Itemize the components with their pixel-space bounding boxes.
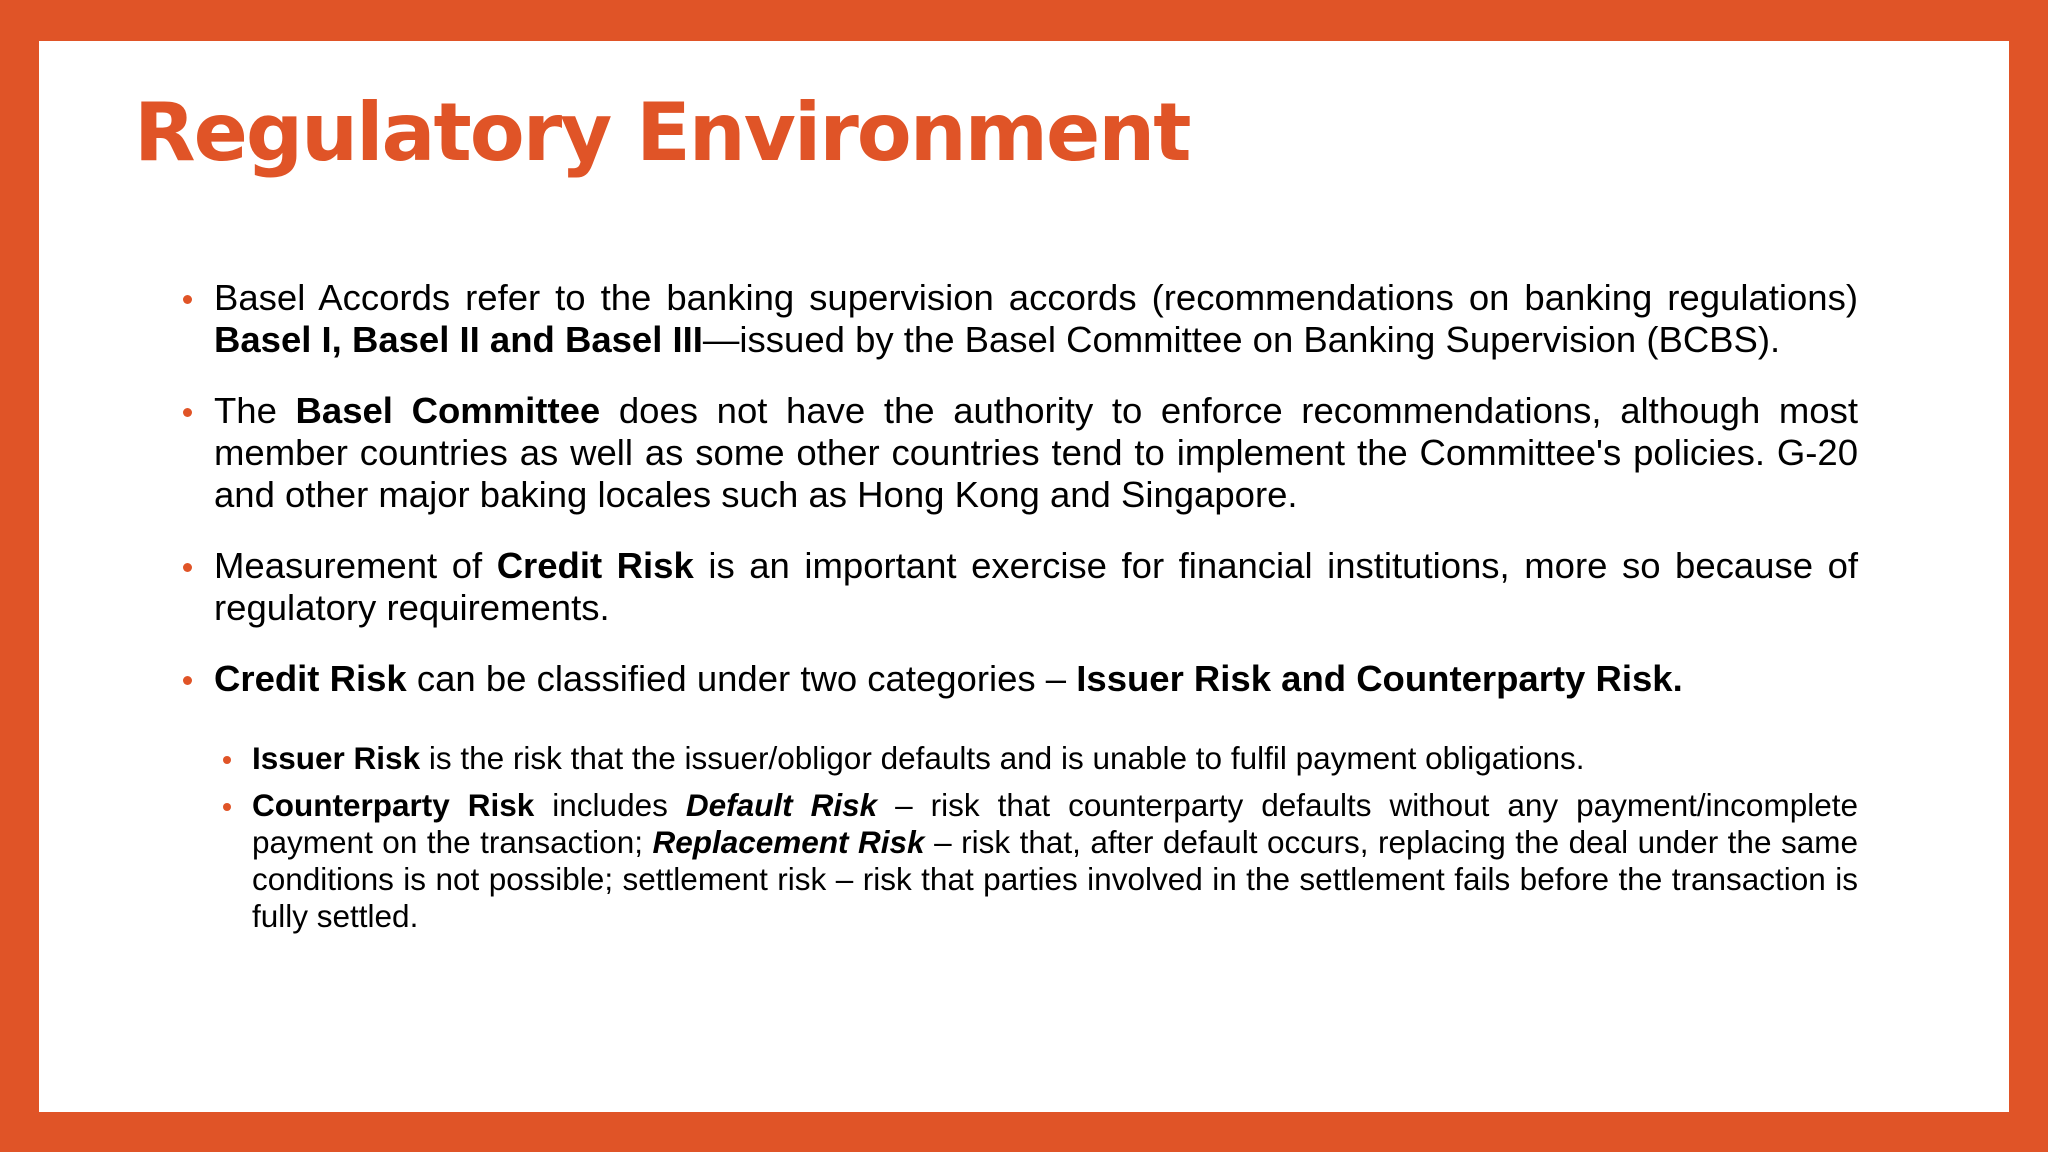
bullet-text: Measurement of	[214, 545, 497, 586]
slide-title: Regulatory Environment	[134, 86, 1190, 179]
bullet-bold-text: Counterparty Risk	[252, 787, 535, 823]
bullet-credit-risk-measurement	[214, 545, 1858, 629]
bullet-dot-icon	[183, 408, 192, 417]
bullet-dot-icon	[183, 676, 192, 685]
bullet-text: Basel Accords refer to the banking supervision accords (recommendations on banking regulations)	[214, 277, 1858, 318]
bullet-basel-accords	[214, 277, 1858, 361]
bullet-basel-committee	[214, 390, 1858, 516]
sub-bullet-issuer-risk	[252, 740, 1858, 777]
slide-content	[175, 277, 1858, 945]
bullet-bold-text: Basel Committee	[295, 390, 601, 431]
bullet-text: —issued by the Basel Committee on Banking Supervision (BCBS).	[702, 319, 1781, 360]
bullet-dot-icon	[223, 803, 231, 811]
bullet-dot-icon	[183, 563, 192, 572]
bullet-text: – risk that, after default occurs, replacing the deal under the same conditions is not possible; settlement risk – risk that parties involved in the settlement fails before the transaction is fully settled.	[252, 824, 1858, 934]
bullet-text: The	[214, 390, 296, 431]
bullet-text: is the risk that the issuer/obligor defaults and is unable to fulfil payment obligations.	[420, 740, 1585, 776]
bullet-dot-icon	[183, 295, 192, 304]
sub-bullet-counterparty-risk	[252, 787, 1858, 935]
bullet-bold-text: Issuer Risk	[252, 740, 421, 776]
bullet-text: does not have the authority to enforce recommendations, although most member countries as well as some other countries tend to implement the Committee's policies. G-20 and other major baking locales such as Hong Kong and Singapore.	[214, 390, 1858, 515]
bullet-text: – risk that counterparty defaults without any payment/incomplete payment on the transaction;	[252, 787, 1858, 860]
bullet-bold-text: Issuer Risk and Counterparty Risk.	[1076, 658, 1683, 699]
bullet-bold-italic-text: Replacement Risk	[652, 824, 925, 860]
bullet-bold-text: Credit Risk	[214, 658, 407, 699]
bullet-text: is an important exercise for financial institutions, more so because of regulatory requirements.	[214, 545, 1859, 628]
bullet-dot-icon	[223, 756, 231, 764]
bullet-text: can be classified under two categories –	[406, 658, 1077, 699]
slide	[39, 41, 2009, 1112]
bullet-text: includes	[534, 787, 686, 823]
bullet-bold-text: Credit Risk	[496, 545, 694, 586]
bullet-credit-risk-categories	[214, 658, 1858, 700]
bullet-bold-italic-text: Default Risk	[685, 787, 878, 823]
bullet-bold-text: Basel I, Basel II and Basel III	[214, 319, 703, 360]
